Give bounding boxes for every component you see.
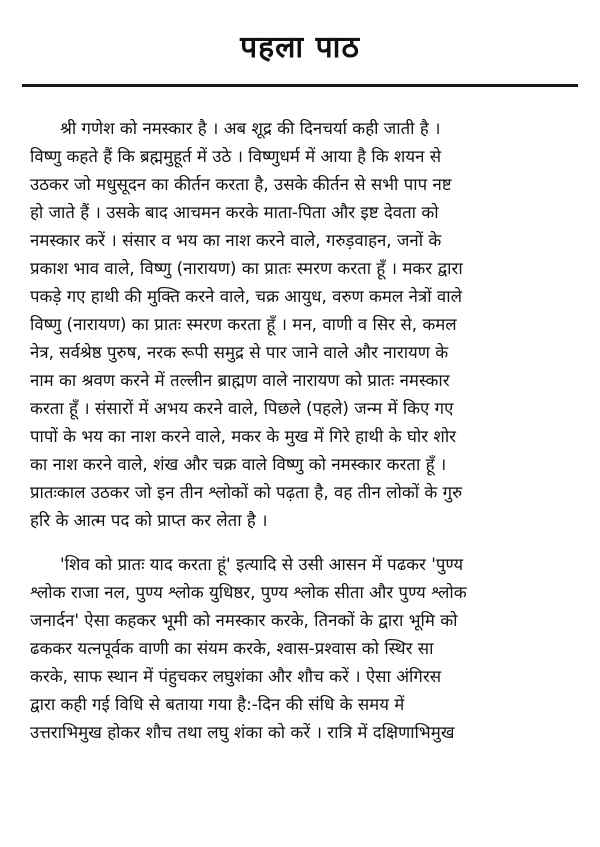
text-line: प्रातःकाल उठकर जो इन तीन श्लोकों को पढ़ता है, वह तीन लोकों के गुरु bbox=[30, 482, 463, 502]
text-line: करके, साफ स्थान में पंहुचकर लघुशंका और शौच करें । ऐसा अंगिरस bbox=[30, 666, 442, 686]
text-line: श्री गणेश को नमस्कार है । अब शूद्र की दिनचर्या कही जाती है । bbox=[60, 118, 441, 138]
text-line: विष्णु कहते हैं कि ब्रह्ममुहूर्त में उठे । विष्णुधर्म में आया है कि शयन से bbox=[30, 146, 442, 166]
text-line: उठकर जो मधुसूदन का कीर्तन करता है, उसके कीर्तन से सभी पाप नष्ट bbox=[30, 174, 452, 194]
text-line: नाम का श्रवण करने में तल्लीन ब्राह्मण वाले नारायण को प्रातः नमस्कार bbox=[30, 370, 450, 390]
text-line: पापों के भय का नाश करने वाले, मकर के मुख में गिरे हाथी के घोर शोर bbox=[30, 426, 457, 446]
text-line: ढककर यत्नपूर्वक वाणी का संयम करके, श्वास-प्रश्वास को स्थिर सा bbox=[30, 638, 434, 658]
text-line: उत्तराभिमुख होकर शौच तथा लघु शंका को करें । रात्रि में दक्षिणाभिमुख bbox=[30, 722, 455, 742]
text-line: प्रकाश भाव वाले, विष्णु (नारायण) का प्रातः स्मरण करता हूँ । मकर द्वारा bbox=[30, 258, 463, 278]
text-line: पकड़े गए हाथी की मुक्ति करने वाले, चक्र आयुध, वरुण कमल नेत्रों वाले bbox=[30, 286, 462, 306]
text-line: हरि के आत्म पद को प्राप्त कर लेता है । bbox=[30, 510, 268, 530]
text-line: 'शिव को प्रातः याद करता हूं' इत्यादि से उसी आसन में पढकर 'पुण्य bbox=[60, 554, 464, 574]
text-line: श्लोक राजा नल, पुण्य श्लोक युधिष्ठर, पुण्य श्लोक सीता और पुण्य श्लोक bbox=[30, 582, 467, 602]
text-line: हो जाते हैं । उसके बाद आचमन करके माता-पिता और इष्ट देवता को bbox=[30, 202, 439, 222]
text-line: करता हूँ । संसारों में अभय करने वाले, पिछले (पहले) जन्म में किए गए bbox=[30, 398, 454, 418]
text-line: विष्णु (नारायण) का प्रातः स्मरण करता हूँ । मन, वाणी व सिर से, कमल bbox=[30, 314, 457, 334]
text-line: नेत्र, सर्वश्रेष्ठ पुरुष, नरक रूपी समुद्र से पार जाने वाले और नारायण के bbox=[30, 342, 449, 362]
title-underline bbox=[22, 84, 578, 87]
text-line: द्वारा कही गई विधि से बताया गया है:-दिन की संधि के समय में bbox=[30, 694, 405, 714]
text-line: नमस्कार करें । संसार व भय का नाश करने वाले, गरुड़वाहन, जनों के bbox=[30, 230, 442, 250]
chapter-title: पहला पाठ bbox=[240, 30, 360, 65]
text-line: का नाश करने वाले, शंख और चक्र वाले विष्णु को नमस्कार करता हूँ । bbox=[30, 454, 447, 474]
text-line: जनार्दन' ऐसा कहकर भूमी को नमस्कार करके, तिनकों के द्वारा भूमि को bbox=[30, 610, 458, 630]
